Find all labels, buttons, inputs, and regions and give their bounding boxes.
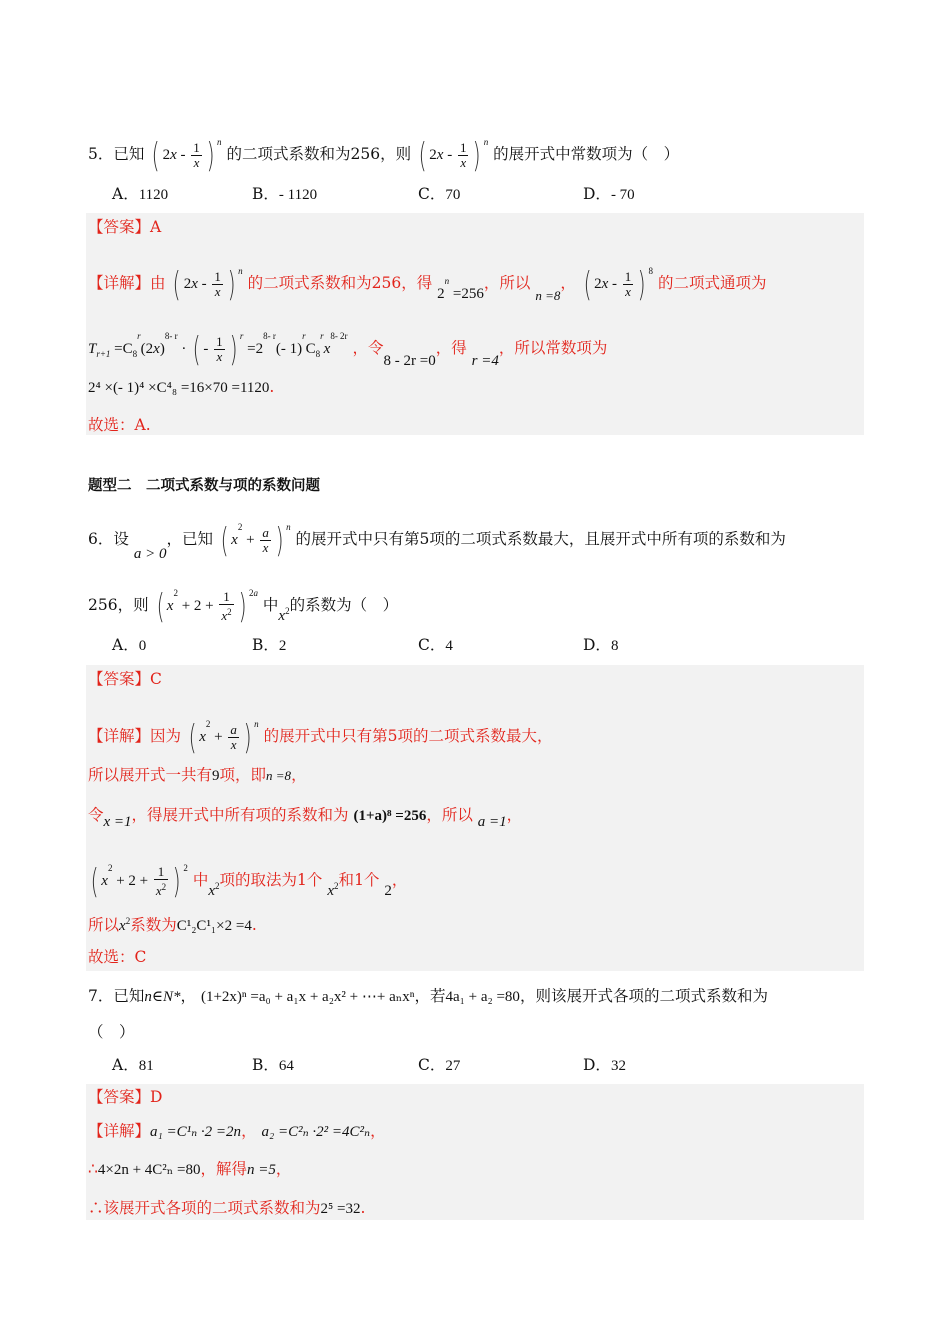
detail-line: 【详解】a₁ =C¹ₙ ·2 =2n， a₂ =C²ₙ ·2² =4C²ₙ， [88,1122,386,1140]
binomial-expression: ( 2x - $\frac{1}{x}$ ) $^n$ [151,135,222,176]
q7-stem-cont: （ ） [88,1023,135,1041]
choose-line: 故选：C [88,948,147,966]
choose-line: 故选：A. [88,416,151,434]
answer-line: 【答案】D [88,1088,163,1106]
option-a[interactable]: A．1120 [112,185,169,203]
detail-line: 【详解】因为 ( $x^2$ + $\frac{a}{x}$ ) $^n$ 的展开式中只有第5项的二项式系数最大， [88,717,553,758]
detail-line: ∴4×2n + 4C²ₙ =80，解得n =5， [88,1160,292,1178]
detail-line: 所以展开式一共有9项，即n =8， [88,766,307,784]
q5-stem: 5．已知 ( 2x - $\frac{1}{x}$ ) $^n$ 的二项式系数和为256，则 ( 2x - $\frac{1}{x}$ ) $^n$ 的展开式中常数项为（ ） [88,135,680,176]
option-c[interactable]: C．27 [418,1056,461,1074]
answer-line: 【答案】A [88,218,162,236]
option-d[interactable]: D．- 70 [583,185,635,203]
detail-line: ∴该展开式各项的二项式系数和为2⁵ =32. [88,1199,366,1217]
detail-line: 2⁴ ×(- 1)⁴ ×C⁴₈ =16×70 =1120. [88,378,275,396]
option-b[interactable]: B．- 1120 [252,185,318,203]
detail-line: ( $x^2 + 2$ + $\frac{1}{x^2}$ ) $^2$ 中$x^2$项的取法为1个 $x^2$和1个 2， [90,861,408,902]
detail-line: 【详解】由 ( 2x - $\frac{1}{x}$ ) $^n$ 的二项式系数和为256，得 $2^n =256$，所以 $_{n =8}$， ( 2x - $\frac{1}{x}$ ) $^8$ 的二项式通项为 [88,264,767,305]
option-b[interactable]: B．64 [252,1056,294,1074]
q6-stem-cont: 256，则 ( $x^2 + 2$ + $\frac{1}{x^2}$ ) $^{2a}$ 中$x^2$的系数为（ ） [88,586,399,627]
detail-line: 令x =1，得展开式中所有项的系数和为 (1+a)⁸ =256，所以 a =1， [88,806,523,830]
option-c[interactable]: C．4 [418,636,453,654]
option-b[interactable]: B．2 [252,636,287,654]
option-c[interactable]: C．70 [418,185,461,203]
q7-stem: 7．已知n∈N*， (1+2x)ⁿ =a₀ + a₁x + a₂x² + ⋯+ aₙxⁿ，若4a₁ + a₂ =80，则该展开式各项的二项式系数和为 [88,987,768,1005]
q6-stem: 6．设 a > 0，已知 ( $x^2$ + $\frac{a}{x}$ ) $^n$ 的展开式中只有第5项的二项式系数最大，且展开式中所有项的系数和为 [88,520,786,562]
detail-line: $T_{r+1} =C_8^r(2x)^{8- r}$ · ( - $\frac{1}{x}$ ) $^r =2^{8- r}(-$ $1)^rC_8^rx^{8- 2r}$ ，令8 - 2r =0，得 r =4，所以常数项为 [88,329,608,370]
detail-line: 所以$x^2$系数为C¹₂C¹₁×2 =4. [88,916,257,934]
q5-solution-box [86,213,864,435]
option-d[interactable]: D．8 [583,636,619,654]
answer-line: 【答案】C [88,670,162,688]
binomial-expression: ( 2x - $\frac{1}{x}$ ) $^n$ [418,135,489,176]
option-a[interactable]: A．0 [112,636,147,654]
option-a[interactable]: A．81 [112,1056,154,1074]
section-heading: 题型二 二项式系数与项的系数问题 [88,478,320,494]
option-d[interactable]: D．32 [583,1056,626,1074]
